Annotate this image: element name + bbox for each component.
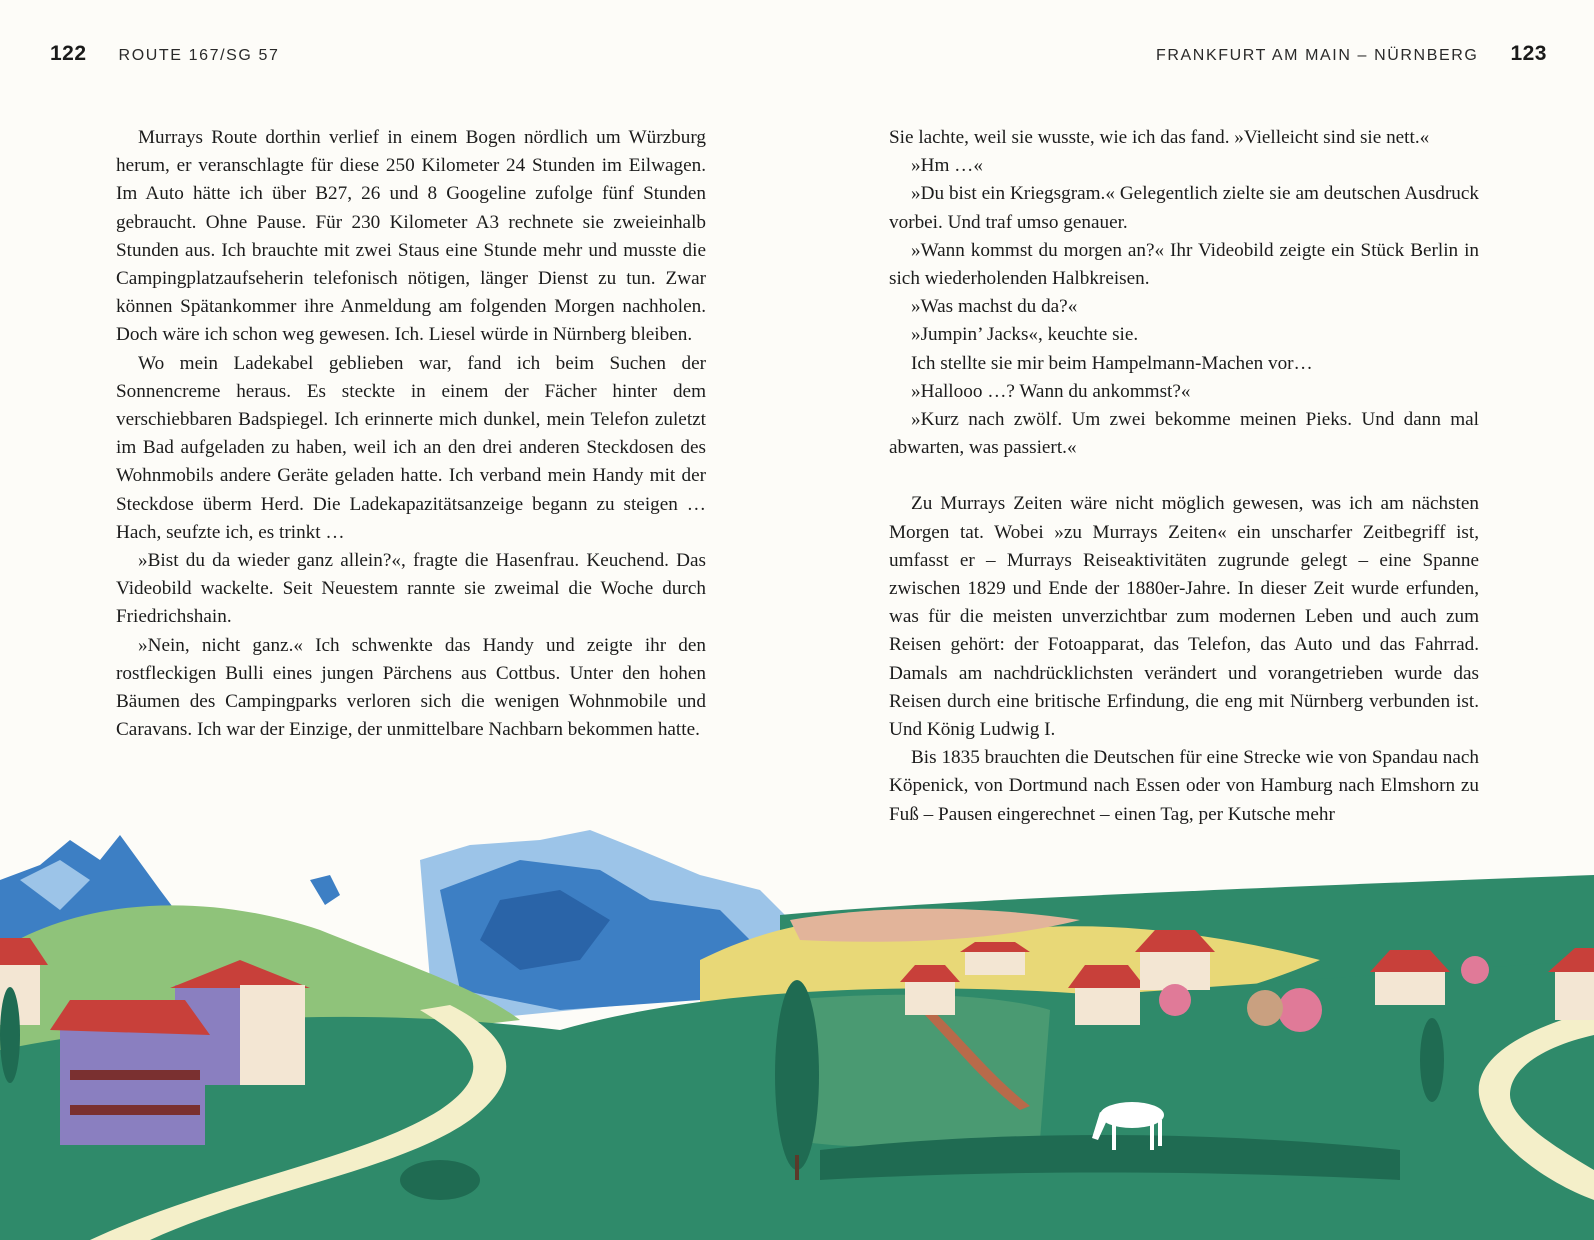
right-text-column (889, 124, 1479, 829)
paragraph: Ich stellte sie mir beim Hampelmann-Machen vor… (911, 352, 1313, 374)
left-text-column (116, 124, 706, 744)
paragraph: Sie lachte, weil sie wusste, wie ich das fand. »Vielleicht sind sie nett.« (889, 127, 1430, 148)
page-number-right: 123 (1510, 42, 1547, 65)
paragraph: Wo mein Ladekabel geblieben war, fand ich beim Suchen der Sonnencreme heraus. Es steckte in einem der Fächer hinter dem verschiebbaren Badspiegel. Ich erinnerte mich dunkel, mein Telefon zuletzt im Bad aufgeladen zu haben, weil ich an den drei anderen Steckdosen des Wohnmobils andere Geräte geladen hatte. Ich verband mein Handy mit der Steckdose überm Herd. Die Ladekapazitätsanzeige begann zu steigen … Hach, seufzte ich, es trinkt … (116, 352, 706, 543)
paragraph: »Jumpin’ Jacks«, keuchte sie. (911, 324, 1139, 346)
running-header-right (1156, 42, 1547, 66)
running-title-right: FRANKFURT AM MAIN – NÜRNBERG (1155, 47, 1479, 64)
paragraph: Zu Murrays Zeiten wäre nicht möglich gewesen, was ich am nächsten Morgen tat. Wobei »zu Murrays Zeiten« ein unscharfer Zeitbegriff ist, umfasst er – Murrays Reiseaktivitäten zugrunde gelegt – eine Spanne zwischen 1829 und Ende der 1880er-Jahre. In dieser Zeit wurde erfunden, was für die meisten unverzichtbar zum modernen Leben und auch zum Reisen gehört: der Fotoapparat, das Telefon, das Auto und das Fahrrad. Damals am nachdrücklichsten verändert und vorangetrieben wurde das Reisen durch eine britische Erfindung, die eng mit Nürnberg verbunden ist. Und König Ludwig I. (889, 493, 1479, 741)
paragraph: »Hallooo …? Wann du ankommst?« (911, 380, 1191, 402)
paragraph: »Hm …« (911, 155, 983, 177)
paragraph: »Wann kommst du morgen an?« Ihr Videobild zeigte ein Stück Berlin in sich wiederholenden Halbkreisen. (889, 239, 1479, 290)
running-header-left (50, 42, 280, 66)
page-number-left: 122 (50, 42, 87, 65)
landscape-illustration (0, 820, 1594, 1240)
paragraph: »Du bist ein Kriegsgram.« Gelegentlich zielte sie am deutschen Ausdruck vorbei. Und traf umso genauer. (889, 183, 1479, 233)
paragraph: Murrays Route dorthin verlief in einem Bogen nördlich um Würzburg herum, er veranschlagte für diese 250 Kilometer 24 Stunden im Eilwagen. Im Auto hätte ich über B27, 26 und 8 Googeline zufolge fünf Stunden gebraucht. Ohne Pause. Für 230 Kilometer A3 rechnete sie zweieinhalb Stunden aus. Ich brauchte mit zwei Staus eine Stunde mehr und musste die Campingplatzaufseherin telefonisch nötigen, länger Dienst zu tun. Zwar können Spätankommer ihre Anmeldung am folgenden Morgen nachholen. Doch wäre ich schon weg gewesen. Ich. Liesel würde in Nürnberg bleiben. (116, 127, 706, 346)
paragraph: »Bist du da wieder ganz allein?«, fragte die Hasenfrau. Keuchend. Das Videobild wackelte. Seit Neuestem rannte sie zweimal die Woche durch Friedrichshain. (116, 550, 706, 628)
paragraph: »Kurz nach zwölf. Um zwei bekomme meinen Pieks. Und dann mal abwarten, was passiert.« (889, 409, 1479, 459)
paragraph: »Nein, nicht ganz.« Ich schwenkte das Handy und zeigte ihr den rostfleckigen Bulli eines jungen Pärchens aus Cottbus. Unter den hohen Bäumen des Campingparks verloren sich die wenigen Wohnmobile und Caravans. Ich war der Einzige, der unmittelbare Nachbarn bekommen hatte. (116, 634, 706, 741)
paragraph: Bis 1835 brauchten die Deutschen für eine Strecke wie von Spandau nach Köpenick, von Dortmund nach Essen oder von Hamburg nach Elmshorn zu Fuß – Pausen eingerechnet – einen Tag, per Kutsche mehr (889, 747, 1479, 825)
running-title-left: ROUTE 167/SG 57 (118, 47, 280, 64)
paragraph: »Was machst du da?« (911, 296, 1078, 318)
